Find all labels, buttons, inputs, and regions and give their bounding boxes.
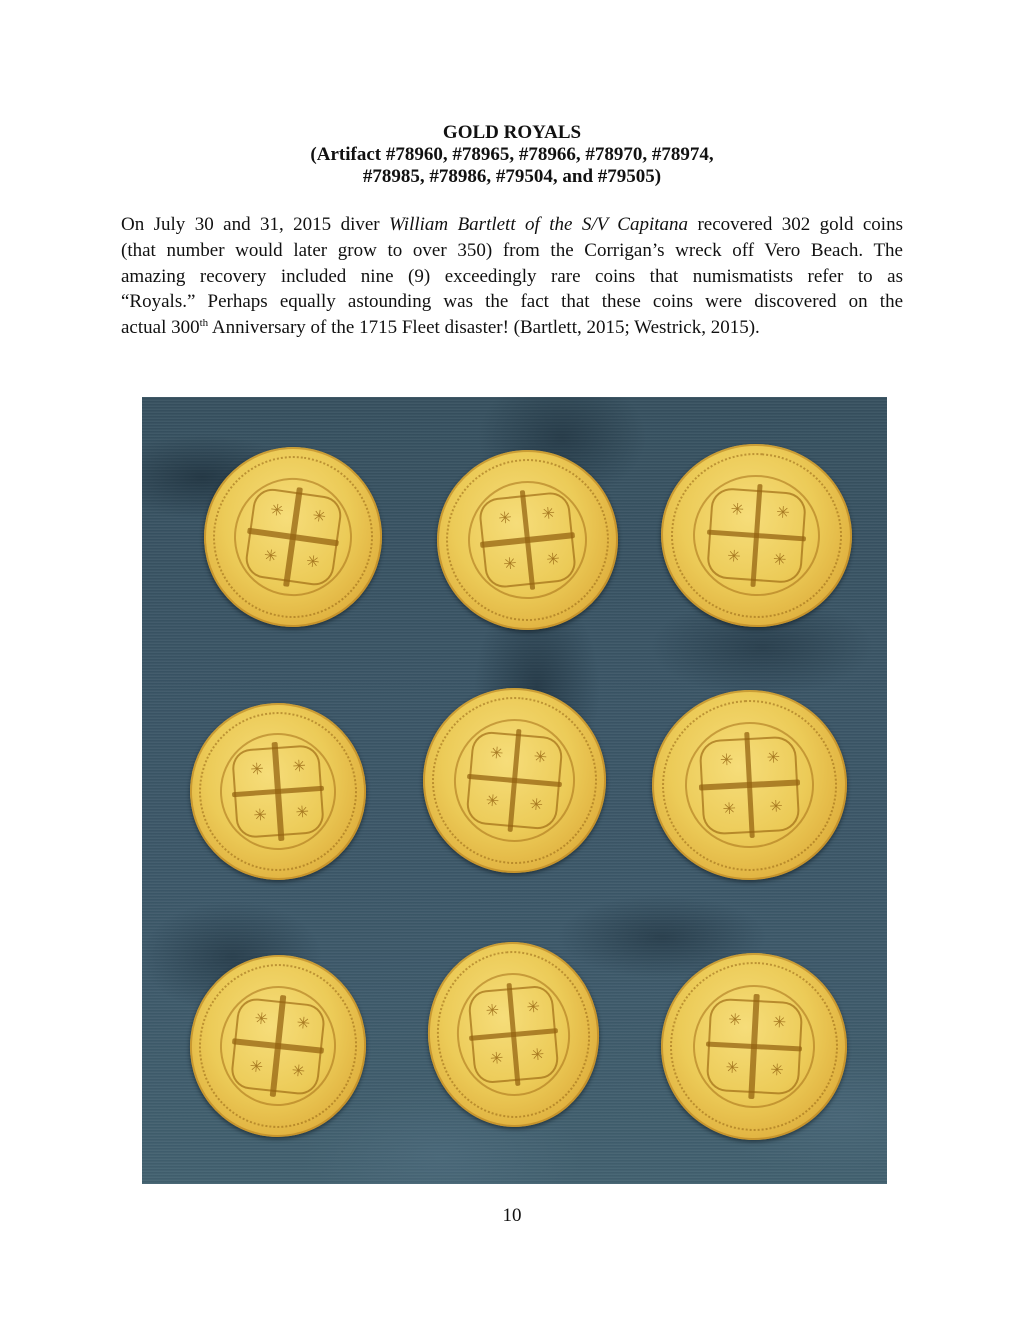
fleur-icon: ✳ (489, 1048, 505, 1069)
paragraph-line (121, 212, 903, 238)
fleur-icon: ✳ (540, 502, 556, 523)
fleur-icon: ✳ (311, 505, 328, 526)
fleur-icon: ✳ (252, 804, 268, 825)
fleur-icon: ✳ (729, 498, 745, 519)
fleur-icon: ✳ (725, 1058, 740, 1078)
text-run: On July 30 and 31, 2015 diver (121, 214, 390, 235)
text-run: Anniversary of the 1715 Fleet disaster! (Bartlett, 2015; Westrick, 2015). (208, 317, 760, 339)
gold-coin (181, 946, 375, 1145)
paragraph-line (121, 315, 903, 341)
fleur-icon: ✳ (766, 747, 781, 767)
fleur-icon: ✳ (248, 1055, 265, 1077)
gold-coin (415, 680, 613, 880)
fleur-icon: ✳ (719, 749, 734, 770)
fleur-icon: ✳ (295, 1013, 312, 1034)
paragraph-line: (that number would later grow to over 350) from the Corrigan’s wreck off Vero Beach. The (121, 239, 903, 261)
gold-coin (656, 948, 852, 1144)
fleur-icon: ✳ (269, 499, 286, 520)
fleur-icon: ✳ (290, 1060, 307, 1081)
gold-coin (192, 435, 393, 638)
gold-coin (428, 441, 627, 639)
fleur-icon: ✳ (304, 551, 321, 573)
paragraph-line: amazing recovery included nine (9) exceedingly rare coins that numismatists refer to as (121, 265, 903, 287)
section-title (121, 122, 903, 188)
gold-royals-photograph (142, 397, 887, 1184)
fleur-icon: ✳ (497, 507, 513, 528)
fleur-icon: ✳ (775, 501, 791, 522)
body-paragraph (121, 212, 903, 341)
fleur-icon: ✳ (249, 758, 265, 779)
fleur-icon: ✳ (727, 1009, 743, 1030)
fleur-icon: ✳ (484, 1000, 500, 1021)
fleur-icon: ✳ (294, 801, 310, 822)
text-run: actual 300 (121, 317, 200, 339)
fleur-icon: ✳ (726, 546, 742, 567)
fleur-icon: ✳ (253, 1008, 270, 1029)
title-heading: GOLD ROYALS (442, 122, 582, 143)
fleur-icon: ✳ (769, 1060, 785, 1081)
gold-coin (184, 697, 372, 886)
gold-coin (655, 438, 858, 634)
text-run: recovered 302 gold coins (688, 214, 903, 235)
page-number: 10 (502, 1205, 522, 1226)
fleur-icon: ✳ (291, 755, 307, 776)
paragraph-line: “Royals.” Perhaps equally astounding was the fact that these coins were discovered on the (121, 291, 903, 313)
title-artifact-list-line2: #78985, #78986, #79504, and #79505) (362, 166, 662, 187)
fleur-icon: ✳ (772, 549, 788, 570)
italic-vessel-name: William Bartlett of the S/V Capitana (389, 214, 689, 235)
fleur-icon: ✳ (484, 790, 500, 812)
fleur-icon: ✳ (768, 796, 784, 817)
fleur-icon: ✳ (772, 1011, 787, 1032)
title-artifact-list-line1: (Artifact #78960, #78965, #78966, #78970, #78974, (310, 144, 714, 165)
fleur-icon: ✳ (545, 549, 561, 570)
fleur-icon: ✳ (722, 798, 737, 819)
fleur-icon: ✳ (528, 794, 544, 815)
fleur-icon: ✳ (532, 746, 548, 767)
fleur-icon: ✳ (489, 742, 505, 764)
ordinal-superscript: th (199, 317, 209, 330)
fleur-icon: ✳ (502, 553, 518, 575)
gold-coin (647, 685, 852, 885)
fleur-icon: ✳ (525, 996, 541, 1017)
fleur-icon: ✳ (262, 545, 279, 567)
gold-coin (420, 935, 606, 1134)
fleur-icon: ✳ (530, 1044, 546, 1065)
